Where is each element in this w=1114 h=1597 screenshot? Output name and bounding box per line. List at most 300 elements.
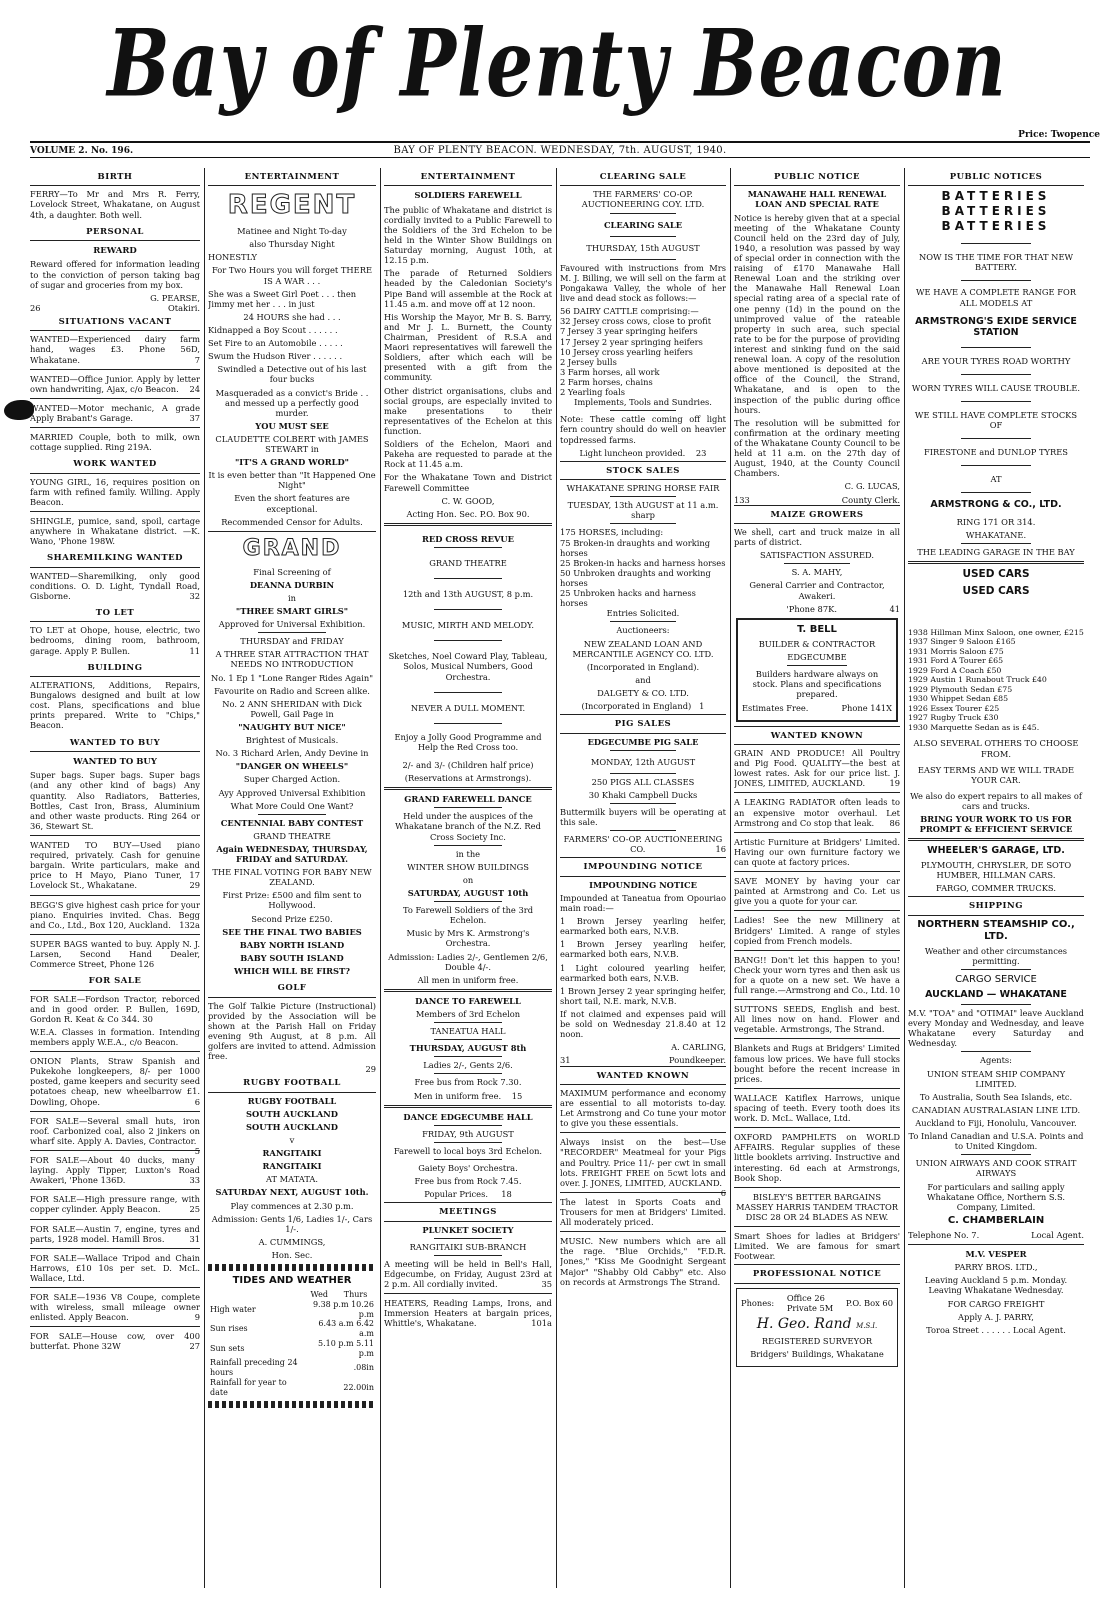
divider	[384, 989, 552, 992]
list-item: 1929 Plymouth Sedan £75	[908, 684, 1013, 694]
grand-line: No. 3 Richard Arlen, Andy Devine in	[215, 748, 369, 759]
divider	[30, 1189, 200, 1190]
divider	[434, 1073, 501, 1074]
public-notice-header: PUBLIC NOTICE	[734, 168, 900, 186]
divider	[787, 665, 847, 666]
divider	[30, 1150, 200, 1151]
advert-line: NOW IS THE TIME FOR THAT NEW BATTERY.	[918, 252, 1074, 273]
divider	[610, 523, 676, 524]
column-5	[734, 168, 900, 1588]
divider	[734, 999, 900, 1000]
divider	[30, 1287, 200, 1288]
advert-line: T. BELL	[797, 623, 837, 635]
divider	[734, 792, 900, 793]
decorative-border	[208, 1264, 376, 1271]
maize-line: 'Phone 87K. 41	[786, 603, 900, 614]
stock-sale-line: (Incorporated in England).	[586, 661, 700, 672]
red-cross-line: MUSIC, MIRTH AND MELODY.	[401, 620, 535, 631]
stock-item: 2 Jersey bulls	[560, 356, 617, 367]
dance-line: THURSDAY, AUGUST 8th	[409, 1043, 527, 1054]
divider	[961, 465, 1031, 466]
batteries-heading: BATTERIES	[941, 203, 1051, 218]
divider	[30, 427, 200, 428]
rugby-line: SATURDAY NEXT, AUGUST 10th.	[215, 1187, 369, 1198]
list-item: 1927 Rugby Truck £30	[908, 713, 999, 723]
to-let-header: TO LET	[30, 604, 200, 622]
meeting-line: RANGITAIKI SUB-BRANCH	[409, 1241, 527, 1252]
wanted-to-buy-subheader: WANTED TO BUY	[73, 756, 157, 767]
classified-ad: OXFORD PAMPHLETS on WORLD AFFAIRS. Regular supplies of these little booklets arriving. Instructive and interesting. 6d each at Armstrongs, Book Shop.	[734, 1132, 900, 1183]
baby-contest-line: First Prize: £500 and film sent to Hollywood.	[222, 890, 362, 911]
regent-line: For Two Hours you will forget THERE IS A WAR . . .	[211, 265, 373, 286]
stock-item: 2 Yearling foals	[560, 387, 626, 398]
divider	[610, 803, 676, 804]
shipping-line: AUCKLAND — WHAKATANE	[925, 989, 1067, 1001]
clearing-sale-header: CLEARING SALE	[560, 168, 726, 186]
classified-ad: Blankets and Rugs at Bridgers' Limited famous low prices. We have full stocks bought before the recent increase in prices.	[734, 1043, 900, 1084]
classified-ad: FOR SALE—Fordson Tractor, reborced and in good order. P. Bullen, 169D, Gordon R. Keat & Co 344. 30	[30, 993, 200, 1024]
divider	[434, 807, 501, 808]
divider	[384, 1293, 552, 1294]
red-cross-line: Sketches, Noel Coward Play, Tableau, Solos, Musical Numbers, Good Orchestra.	[388, 651, 548, 682]
baby-contest-line: BABY SOUTH ISLAND	[240, 952, 344, 963]
divider	[961, 1154, 1031, 1155]
divider	[734, 1088, 900, 1089]
maize-line: S. A. MAHY,	[791, 567, 843, 578]
column-rule	[730, 168, 731, 1588]
stock-item: 75 Broken-in draughts and working horses	[560, 537, 711, 558]
classified-ad: WANTED TO BUY—Used piano required, privately. Cash for genuine bargain. Write particulars, make and price to H Mayo, Piano Tuner, 17 Lovelock St., Whakatane. 29	[30, 839, 200, 891]
entertainment-header: ENTERTAINMENT	[384, 168, 552, 186]
rugby-line: RANGITAIKI	[262, 1161, 322, 1172]
volume-number: VOLUME 2. No. 196.	[30, 146, 134, 156]
column-6	[908, 168, 1084, 1588]
regent-line: YOU MUST SEE	[255, 420, 329, 431]
divider	[30, 895, 200, 896]
rugby-line: v	[289, 1134, 295, 1145]
classified-ad: FOR SALE—Several small huts, iron roof. Carbonized coal, also 2 jinkers on wharf site. Apply A. Davies, Contractor. 5	[30, 1115, 200, 1156]
grand-line: Ayy Approved Universal Exhibition	[218, 787, 366, 798]
shipping-line: UNION STEAM SHIP COMPANY LIMITED.	[926, 1068, 1066, 1089]
stock-item: 2 Farm horses, chains	[560, 377, 653, 387]
dateline	[30, 141, 1090, 158]
column-rule	[556, 168, 557, 1588]
impounding-header: IMPOUNDING NOTICE	[560, 857, 726, 876]
pig-sale-line: 30 Khaki Campbell Ducks	[588, 789, 698, 800]
grand-line: Final Screening of	[253, 566, 331, 577]
classified-ad: FOR SALE—About 40 ducks, many laying. Apply Tipper, Luxton's Road Awakeri, 'Phone 136D. 33	[30, 1154, 200, 1186]
shipping-line: UNION AIRWAYS AND COOK STRAIT AIRWAYS	[915, 1158, 1077, 1179]
shipping-line: CARGO SERVICE	[955, 974, 1037, 986]
divider	[961, 280, 1031, 281]
red-cross-line: Enjoy a Jolly Good Programme and Help the Red Cross too.	[394, 731, 542, 752]
shipping-line: FOR CARGO FREIGHT	[947, 1298, 1045, 1309]
divider	[434, 547, 501, 548]
advert-line: Estimates Free. Phone 141X	[742, 702, 892, 713]
grand-line: "NAUGHTY BUT NICE"	[238, 721, 346, 732]
surveyor-advert	[736, 1288, 898, 1368]
birth-header: BIRTH	[30, 168, 200, 186]
reward-text: Reward offered for information leading to the conviction of person taking bag of sugar and groceries from my box.	[30, 259, 200, 290]
grand-theatre-logo: GRAND	[242, 535, 342, 561]
dance-line: SATURDAY, AUGUST 10th	[407, 887, 529, 898]
meeting-text: A meeting will be held in Bell's Hall, Edgecumbe, on Friday, August 23rd at 2 p.m. All cordially invited. 35	[384, 1258, 552, 1290]
dance-line: Popular Prices. 18	[424, 1189, 512, 1200]
maize-text: We shell, cart and truck maize in all parts of district.	[734, 527, 900, 548]
divider	[610, 259, 676, 260]
dance-line: Gaiety Boys' Orchestra.	[418, 1162, 518, 1173]
stock-sale-line: DALGETY & CO. LTD.	[597, 687, 689, 698]
shipping-line: M.V. VESPER	[965, 1249, 1027, 1260]
wanted-known-header: WANTED KNOWN	[734, 726, 900, 745]
farewell-signature: C. W. GOOD,	[441, 495, 495, 506]
public-notice-text: Notice is hereby given that at a special meeting of the Whakatane County Council held on the 23rd day of July, 1940, a resolution was passed by way of special order in connection with the raising of £170 Manawahe Hall Renewal Loan and the striking over the Manawahe Hall Renewal Loan special rating area of a special rate of one penny (1d) in the pound on the unimproved value of the rateable property in such area, such special rate to be for the purpose of providing interest and sinking fund on the said renewal loan. A copy of the resolution above mentioned is deposited at the office of the Council, the Strand, Whakatane, and is open to the inspection of the public during office hours.	[734, 212, 900, 415]
impounding-text: 1 Brown Jersey yearling heifer, earmarked both ears, N.V.B.	[560, 916, 726, 937]
classified-ad: WANTED—Experienced dairy farm hand, wages £3. Phone 56D, Whakatane. 7	[30, 334, 200, 365]
divider	[30, 1326, 200, 1327]
shipping-line: Leaving Auckland 5 p.m. Monday. Leaving Whakatane Wednesday.	[924, 1275, 1068, 1296]
impounding-text: 1 Light coloured yearling heifer, earmarked both ears, N.V.B.	[560, 962, 726, 983]
situations-vacant-header: SITUATIONS VACANT	[30, 313, 200, 331]
advert-line: RING 171 OR 314.	[956, 517, 1036, 528]
rugby-line: Admission: Gents 1/6, Ladies 1/-, Cars 1/-.	[211, 1213, 373, 1234]
meeting-line: PLUNKET SOCIETY	[422, 1224, 514, 1235]
rugby-line: RANGITAIKI	[262, 1148, 322, 1159]
regent-line: Matinee and Night To-day	[237, 226, 347, 237]
table-row: Wed Thurs	[310, 1290, 368, 1300]
divider	[30, 1111, 200, 1112]
divider	[434, 578, 501, 579]
advert-line: THE LEADING GARAGE IN THE BAY	[917, 547, 1075, 558]
surveyor-name: H. Geo. Rand M.S.I.	[756, 1316, 878, 1333]
clearing-sale-text: Note: These cattle coming off light fern country should do well on heavier topdressed farms.	[560, 414, 726, 445]
baby-contest-line: GRAND THEATRE	[253, 830, 331, 841]
classified-ad: The latest in Sports Coats and Trousers for men at Bridgers' Limited. All moderately priced.	[560, 1196, 726, 1228]
divider	[784, 563, 850, 564]
pig-sale-line: EDGECUMBE PIG SALE	[587, 736, 699, 747]
grand-line: No. 2 ANN SHERIDAN with Dick Powell, Gail Page in	[222, 698, 362, 719]
divider	[961, 374, 1031, 375]
dance-line: TANEATUA HALL	[430, 1026, 506, 1037]
divider	[434, 609, 501, 610]
masthead-title: Bay of Plenty Beacon	[107, 10, 1007, 118]
shipping-line: Auckland to Fiji, Honolulu, Vancouver.	[915, 1117, 1077, 1128]
clearing-sale-line: THE FARMERS' CO-OP. AUCTIONEERING COY. LTD.	[581, 189, 705, 210]
divider	[610, 750, 676, 751]
list-item: 1930 Whippet Sedan £85	[908, 694, 1009, 704]
soldiers-farewell-header: SOLDIERS FAREWELL	[414, 191, 522, 202]
table-row: Rainfall preceding 24 hours .08in	[210, 1358, 374, 1378]
professional-notice-header: PROFESSIONAL NOTICE	[734, 1264, 900, 1283]
impounding-signature: A. CARLING,	[671, 1042, 726, 1053]
used-cars-list	[908, 628, 1084, 733]
regent-line: Set Fire to an Automobile . . . . .	[208, 338, 343, 349]
advert-line: WORN TYRES WILL CAUSE TROUBLE.	[911, 382, 1081, 393]
rugby-line: SOUTH AUCKLAND	[246, 1121, 338, 1132]
divider	[384, 523, 552, 526]
divider	[384, 787, 552, 790]
dance-line: Men in uniform free. 15	[413, 1090, 523, 1101]
list-item: 1937 Singer 9 Saloon £165	[908, 637, 1016, 647]
shipping-text: M.V. "TOA" and "OTIMAI" leave Auckland every Monday and Wednesday, and leave Whakatane every Saturday and Wednesday.	[908, 1007, 1084, 1049]
divider	[908, 838, 1084, 841]
public-notice-footer: 133 County Clerk.	[734, 494, 900, 505]
grand-line: Super Charged Action.	[243, 774, 341, 785]
baby-contest-line: Second Prize £250.	[251, 913, 333, 924]
classified-ad: WANTED—Sharemilking, only good conditions. O. D. Light, Tyndall Road, Gisborne. 32	[30, 570, 200, 601]
grand-line: No. 1 Ep 1 "Lone Ranger Rides Again"	[210, 672, 374, 683]
rugby-line: RUGBY FOOTBALL	[247, 1095, 337, 1106]
reward-location: Otakiri.	[167, 302, 200, 313]
used-cars-heading: USED CARS	[962, 585, 1030, 598]
classified-ad: FOR SALE—Wallace Tripod and Chain Harrows, £10 10s per set. D. McL. Wallace, Ltd.	[30, 1252, 200, 1283]
divider	[610, 830, 676, 831]
golf-text: The Golf Talkie Picture (Instructional) provided by the Association will be shown at the Parish Hall on Friday evening 9th August, at 8 p.m. All golfers are invited to attend. Admission free.	[208, 1000, 376, 1062]
dance-line: GRAND FAREWELL DANCE	[404, 794, 532, 805]
rugby-line: A. CUMMINGS,	[258, 1236, 326, 1247]
grand-line: Approved for Universal Exhibition.	[218, 619, 366, 630]
classified-ad: FOR SALE—1936 V8 Coupe, complete with wireless, small mileage owner enlisted. Apply Beacon. 9	[30, 1292, 200, 1323]
table-row: Rainfall for year to date 22.00in	[210, 1377, 374, 1397]
batteries-heading: BATTERIES	[941, 218, 1051, 233]
divider	[961, 1051, 1031, 1052]
shipping-line: Agents:	[980, 1055, 1012, 1066]
regent-feature-title: "IT'S A GRAND WORLD"	[234, 457, 349, 468]
regent-line: CLAUDETTE COLBERT with JAMES STEWART in	[215, 433, 369, 455]
classified-ad: FOR SALE—High pressure range, with copper cylinder. Apply Beacon. 25	[30, 1194, 200, 1215]
advert-line: ARE YOUR TYRES ROAD WORTHY	[921, 355, 1071, 366]
advert-line: FIRESTONE and DUNLOP TYRES	[924, 447, 1068, 458]
advert-line: BUILDER & CONTRACTOR	[758, 638, 876, 649]
divider	[734, 1127, 900, 1128]
list-item: 1926 Essex Tourer £25	[908, 703, 1000, 713]
divider	[610, 773, 676, 774]
ad-number: 26	[30, 302, 41, 313]
classified-ad: FOR SALE—Austin 7, engine, tyres and parts, 1928 model. Hamill Bros. 31	[30, 1223, 200, 1244]
batteries-heading: BATTERIES	[941, 189, 1051, 204]
public-notice-title: MANAWAHE HALL RENEWAL LOAN AND SPECIAL RATE	[747, 189, 887, 210]
dance-line: Music by Mrs K. Armstrong's Orchestra.	[406, 928, 530, 949]
red-cross-line: NEVER A DULL MOMENT.	[410, 702, 526, 713]
divider	[434, 1125, 501, 1126]
dance-line: DANCE TO FAREWELL	[415, 995, 521, 1006]
stock-item: Implements, Tools and Sundries.	[574, 397, 712, 408]
divider	[434, 692, 501, 693]
regent-line: She was a Sweet Girl Poet . . . then Jimmy met her . . . in just	[208, 288, 357, 309]
divider	[30, 934, 200, 935]
divider	[961, 492, 1031, 493]
grand-line: What More Could One Want?	[230, 800, 354, 811]
column-rule	[904, 168, 905, 1588]
clearing-sale-text: Favoured with instructions from Mrs M. J. Billing, we will sell on the farm at Pongakawa Valley, the whole of her live and dead stock as follows:—	[560, 262, 726, 304]
baby-contest-line: WHICH WILL BE FIRST?	[233, 966, 351, 977]
pig-sale-line: 250 PIGS ALL CLASSES	[591, 776, 695, 787]
classified-ad: GRAIN AND PRODUCE! All Poultry and Pig Food. QUALITY—the best at lowest rates. Ask for our price list. J. JONES, LIMITED, AUCKLAND. 19	[734, 747, 900, 789]
reward-signature: G. PEARSE,	[150, 292, 200, 303]
used-cars-heading: USED CARS	[962, 568, 1030, 581]
surveyor-title: REGISTERED SURVEYOR	[761, 1336, 873, 1347]
public-notices-header: PUBLIC NOTICES	[908, 168, 1084, 186]
divider	[961, 243, 1031, 244]
shipping-header: SHIPPING	[908, 896, 1084, 915]
shipping-line: Apply A. J. PARRY,	[958, 1311, 1034, 1322]
building-header: BUILDING	[30, 659, 200, 677]
shipping-line: Weather and other circumstances permitting.	[924, 946, 1068, 967]
regent-line: Kidnapped a Boy Scout . . . . . .	[208, 324, 338, 335]
stock-sale-line: TUESDAY, 13th AUGUST at 11 a.m. sharp	[567, 500, 719, 521]
divider	[30, 398, 200, 399]
regent-line: HONESTLY	[208, 252, 258, 263]
divider	[734, 910, 900, 911]
personal-header: PERSONAL	[30, 223, 200, 241]
classified-ad: WALLACE Katiflex Harrows, unique spacing of teeth. Every tooth does its work. D. McL. Wallace, Ltd.	[734, 1092, 900, 1124]
classified-ad: HEATERS, Reading Lamps, Irons, and Immersion Heaters at bargain prices, Whittle's, Whakatane. 101a	[384, 1298, 552, 1329]
dance-line: in the	[455, 848, 481, 859]
dance-line: Admission: Ladies 2/-, Gentlemen 2/6, Double 4/-.	[388, 951, 548, 972]
column-2	[208, 168, 376, 1588]
decorative-border	[208, 1401, 376, 1408]
classified-ad: WANTED—Motor mechanic, A grade Apply Brabant's Garage. 37	[30, 402, 200, 423]
maize-line: SATISFACTION ASSURED.	[759, 550, 875, 561]
shipping-line: PARRY BROS. LTD.,	[954, 1262, 1038, 1273]
stock-item: 32 Jersey cross cows, close to profit	[560, 316, 712, 327]
advert-line: ARMSTRONG'S EXIDE SERVICE STATION	[915, 315, 1077, 339]
stock-item: 10 Jersey cross yearling heifers	[560, 346, 693, 357]
rugby-line: Hon. Sec.	[271, 1249, 313, 1260]
public-notice-text: The resolution will be submitted for confirmation at the ordinary meeting of the Whakatane County Council to be held at 11 a.m. on the 27th day of August, 1940, at the County Council Chambers.	[734, 417, 900, 479]
divider	[30, 835, 200, 836]
divider	[434, 1238, 501, 1239]
classified-ad: MARRIED Couple, both to milk, own cottage supplied. Ring 219A.	[30, 432, 200, 453]
stock-sale-line: Entries Solicited.	[606, 608, 680, 619]
maize-growers-header: MAIZE GROWERS	[734, 505, 900, 524]
reward-header: REWARD	[93, 246, 137, 257]
shipping-line: To Inland Canadian and U.S.A. Points and to United Kingdom.	[908, 1131, 1084, 1152]
classified-ad: SHINGLE, pumice, sand, spoil, cartage anywhere in Whakatane district. —K. Wano, 'Phone 198W.	[30, 515, 200, 547]
table-row: Sun sets 5.10 p.m 5.11 p.m	[210, 1338, 374, 1358]
divider	[610, 496, 676, 497]
dance-line: Members of 3rd Echelon	[415, 1008, 521, 1019]
farewell-paragraph: Other district organisations, clubs and social groups, are especially invited to make presentations to their representatives of the Echelon at this function.	[384, 385, 552, 437]
shipping-line: NORTHERN STEAMSHIP CO., LTD.	[917, 918, 1075, 942]
divider	[734, 950, 900, 951]
advert-line: ARMSTRONG & CO., LTD.	[930, 499, 1062, 511]
divider	[30, 1248, 200, 1249]
advert-line: ALSO SEVERAL OTHERS TO CHOOSE FROM.	[913, 738, 1079, 759]
divider	[961, 401, 1031, 402]
advert-line: FARGO, COMMER TRUCKS.	[936, 883, 1056, 894]
baby-contest-line: SEE THE FINAL TWO BABIES	[222, 926, 362, 937]
stock-item: 56 DAIRY CATTLE comprising:—	[560, 306, 699, 317]
classified-ad: Artistic Furniture at Bridgers' Limited. Having our own furniture factory we can quote at factory prices.	[734, 836, 900, 867]
farewell-paragraph: His Worship the Mayor, Mr B. S. Barry, and Mr J. L. Burnett, the County Chairman, President of R.S.A and Maori representatives will farewell the Soldiers, after which each will be presented with a gift from the community.	[384, 311, 552, 383]
list-item: 1929 Austin 1 Runabout Truck £40	[908, 675, 1047, 685]
divider	[610, 236, 676, 237]
list-item: 1931 Ford A Tourer £65	[908, 656, 1004, 666]
column-4	[560, 168, 726, 1588]
divider	[434, 1056, 501, 1057]
divider	[434, 1039, 501, 1040]
classified-ad: FOR SALE—House cow, over 400 butterfat. Phone 32W 27	[30, 1331, 200, 1352]
baby-contest-line: Again WEDNESDAY, THURSDAY, FRIDAY and SATURDAY.	[216, 843, 368, 865]
divider	[560, 1132, 726, 1133]
divider	[961, 1004, 1031, 1005]
shipping-line: C. CHAMBERLAIN	[947, 1214, 1045, 1226]
stock-sale-line: WHAKATANE SPRING HORSE FAIR	[566, 483, 720, 494]
red-cross-line: 2/- and 3/- (Children half price)	[402, 759, 534, 770]
list-item: 1929 Ford A Coach £50	[908, 665, 1002, 675]
reward-footer	[30, 303, 200, 313]
divider	[30, 511, 200, 512]
divider	[208, 531, 376, 532]
maize-line: General Carrier and Contractor, Awakeri.	[749, 580, 885, 601]
classified-ad: BANG!! Don't let this happen to you! Check your worn tyres and then ask us for a quote on a new set. We have a full range.—Armstrong and Co., Ltd. 10	[734, 954, 900, 996]
wanted-to-buy-header: WANTED TO BUY	[30, 734, 200, 752]
divider	[610, 621, 676, 622]
divider	[434, 723, 501, 724]
dance-line: Farewell to local boys 3rd Echelon.	[393, 1145, 543, 1156]
dance-line: All men in uniform free.	[417, 974, 519, 985]
divider	[734, 1226, 900, 1227]
classified-ad: WANTED—Office Junior. Apply by letter own handwriting, Ajax, c/o Beacon. 24	[30, 373, 200, 394]
grand-line: Brightest of Musicals.	[245, 735, 339, 746]
masthead	[0, 0, 1114, 145]
t-bell-advert	[736, 618, 898, 722]
baby-contest-line: THE FINAL VOTING FOR BABY NEW ZEALAND.	[212, 867, 372, 888]
advert-line: WE STILL HAVE COMPLETE STOCKS OF	[914, 410, 1078, 431]
shipping-line: For particulars and sailing apply Whakatane Office, Northern S.S. Company, Limited.	[927, 1181, 1065, 1212]
price: Price: Twopence	[1018, 130, 1100, 140]
stock-item: 7 Jersey 3 year springing heifers	[560, 326, 698, 337]
red-cross-line: (Reservations at Armstrongs).	[404, 773, 532, 784]
farewell-signature: Acting Hon. Sec. P.O. Box 90.	[406, 508, 530, 519]
divider	[384, 1105, 552, 1108]
birth-notice: FERRY—To Mr and Mrs R. Ferry, Lovelock Street, Whakatane, on August 4th, a daughter. Both well.	[30, 189, 200, 220]
pig-sale-line: MONDAY, 12th AUGUST	[590, 756, 696, 767]
classified-ad: MAXIMUM performance and economy are essential to all motorists to-day. Let Armstrong and Co tune your motor to give you these essentials.	[560, 1087, 726, 1129]
divider	[434, 1142, 501, 1143]
divider	[734, 1187, 900, 1188]
advert-line: WHAKATANE.	[965, 530, 1027, 541]
classified-ad: Super bags. Super bags. Super bags (and any other kind of bags) Any quantity. Also Radiators, Batteries, Bottles, Cast Iron, Brass, Aluminium and other waste products. Ring 264 or 36, Stewart St.	[30, 770, 200, 831]
stock-sales-header: STOCK SALES	[560, 461, 726, 480]
ad-number: 29	[365, 1064, 376, 1075]
dance-line: FRIDAY, 9th AUGUST	[422, 1128, 514, 1139]
divider	[434, 1159, 501, 1160]
farewell-paragraph: For the Whakatane Town and District Farewell Committee	[384, 472, 552, 493]
list-item: 1938 Hillman Minx Saloon, one owner, £215	[908, 627, 1084, 637]
classified-ad: YOUNG GIRL, 16, requires position on farm with refined family. Willing. Apply Beacon.	[30, 476, 200, 507]
column-3	[384, 168, 552, 1588]
advert-line: EASY TERMS AND WE WILL TRADE YOUR CAR.	[917, 764, 1075, 785]
stock-item: 17 Jersey 2 year springing heifers	[560, 336, 703, 347]
stock-item: 25 Unbroken hacks and harness horses	[560, 588, 696, 609]
for-sale-header: FOR SALE	[30, 972, 200, 990]
divider	[258, 814, 325, 815]
advert-line: AT	[990, 474, 1002, 485]
stock-sale-line: and	[635, 674, 651, 685]
grand-line: Favourite on Radio and Screen alike.	[214, 685, 370, 696]
grand-line: DEANNA DURBIN	[249, 579, 335, 590]
dance-line: Ladies 2/-, Gents 2/6.	[423, 1060, 513, 1071]
baby-contest-line: BABY NORTH ISLAND	[239, 939, 345, 950]
regent-line: also Thursday Night	[249, 239, 335, 250]
classified-ad: ALTERATIONS, Additions, Repairs, Bungalows designed and built at low cost. Plans, specifications and blue prints prepared. Write to "Chips," Beacon.	[30, 680, 200, 731]
divider	[434, 845, 501, 846]
dance-line: DANCE EDGECUMBE HALL	[403, 1111, 533, 1122]
advert-line: WHEELER'S GARAGE, LTD.	[927, 845, 1065, 857]
classified-ad: Ladies! See the new Millinery at Bridgers' Limited. A range of styles copied from French models.	[734, 915, 900, 946]
